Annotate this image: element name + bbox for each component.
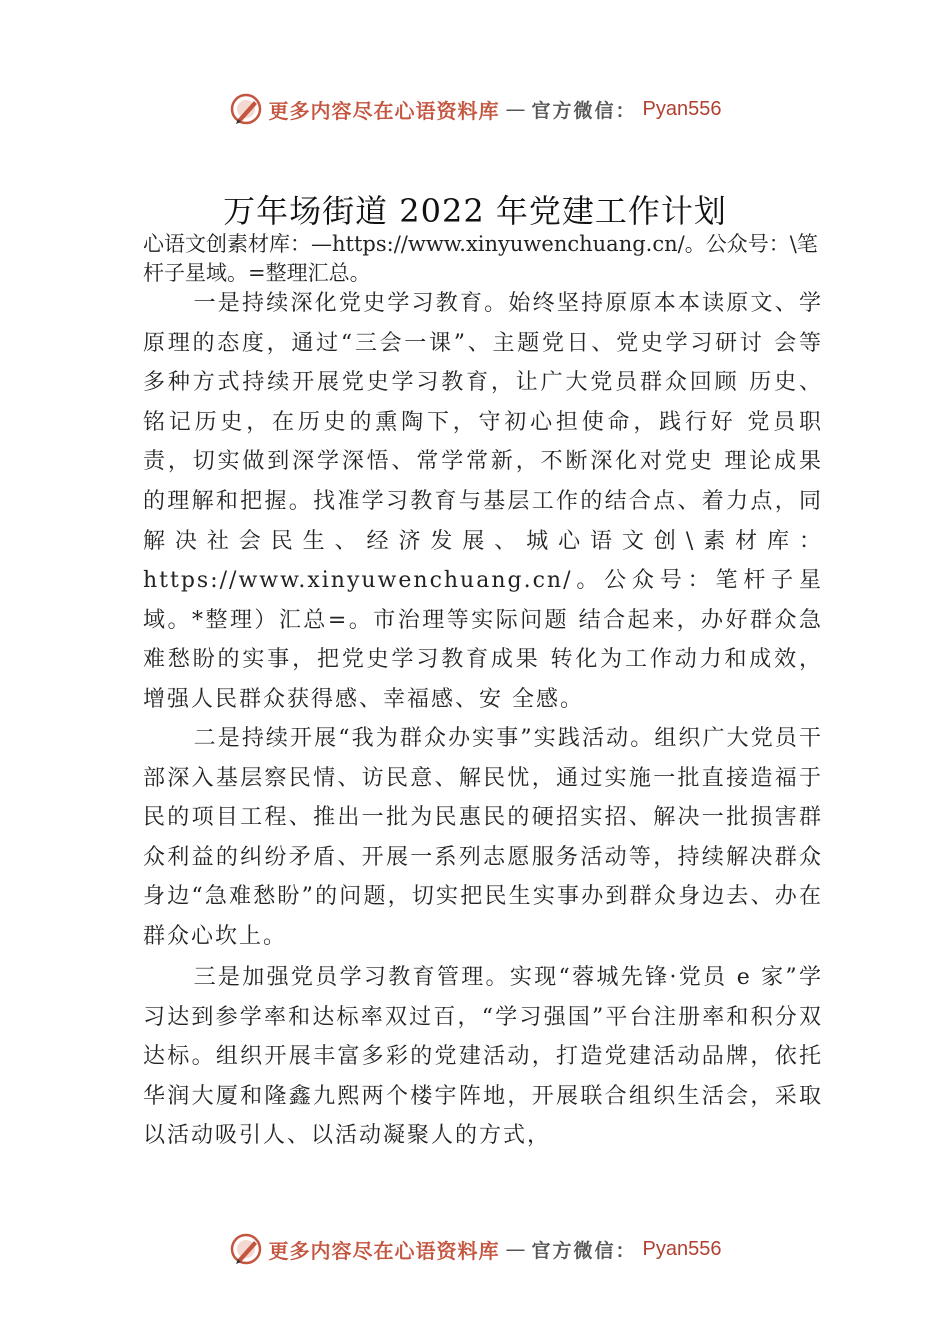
- banner-wechat-label: 官方微信：: [531, 99, 637, 122]
- header-banner: [0, 92, 950, 126]
- banner-separator: —: [505, 97, 526, 121]
- banner-wechat-id: Pyan556: [642, 97, 722, 120]
- banner-separator: —: [505, 1237, 526, 1261]
- banner-wechat-label: 官方微信：: [531, 1239, 637, 1262]
- pen-seal-logo-icon: [229, 1232, 263, 1266]
- paragraph: 三是加强党员学习教育管理。实现“蓉城先锋·党员 e 家”学习达到参学率和达标率双过百，“学习强国”平台注册率和积分双达标。组织开展丰富多彩的党建活动，打造党建活动品牌，依托华润大厦和隆鑫九熙两个楼宇阵地，开展联合组织生活会，采取以活动吸引人、以活动凝聚人的方式，: [143, 965, 823, 1149]
- document-title: 万年场街道 2022 年党建工作计划: [223, 192, 727, 230]
- banner-slogan: 更多内容尽在心语资料库: [268, 1238, 500, 1263]
- footer-banner: [0, 1232, 950, 1266]
- source-note: 心语文创素材库：—https://www.xinyuwenchuang.cn/。公众号：\笔杆子星域。=整理汇总。: [143, 232, 818, 285]
- paragraph: 二是持续开展“我为群众办实事”实践活动。组织广大党员干部深入基层察民情、访民意、解民忧，通过实施一批直接造福于民的项目工程、推出一批为民惠民的硬招实招、解决一批损害群众利益的纠纷矛盾、开展一系列志愿服务活动等，持续解决群众身边“急难愁盼”的问题，切实把民生实事办到群众身边去、办在群众心坎上。: [143, 726, 823, 949]
- paragraph: 一是持续深化党史学习教育。始终坚持原原本本读原文、学原理的态度，通过“三会一课”、主题党日、党史学习研讨 会等多种方式持续开展党史学习教育，让广大党员群众回顾 历史、铭记历史，在历史的熏陶下，守初心担使命，践行好 党员职责，切实做到深学深悟、常学常新，不断深化对党史 理论成果的理解和把握。找准学习教育与基层工作的结合点、着力点，同解决社会民生、经济发展、城心语文创\素材库：https://www.xinyuwenchuang.cn/。公众号：笔杆子星域。*整理）汇总=。市治理等实际问题 结合起来，办好群众急难愁盼的实事，把党史学习教育成果 转化为工作动力和成效，增强人民群众获得感、幸福感、安 全感。: [143, 291, 823, 712]
- banner-slogan: 更多内容尽在心语资料库: [268, 98, 500, 123]
- banner-wechat-id: Pyan556: [642, 1237, 722, 1260]
- pen-seal-logo-icon: [229, 92, 263, 126]
